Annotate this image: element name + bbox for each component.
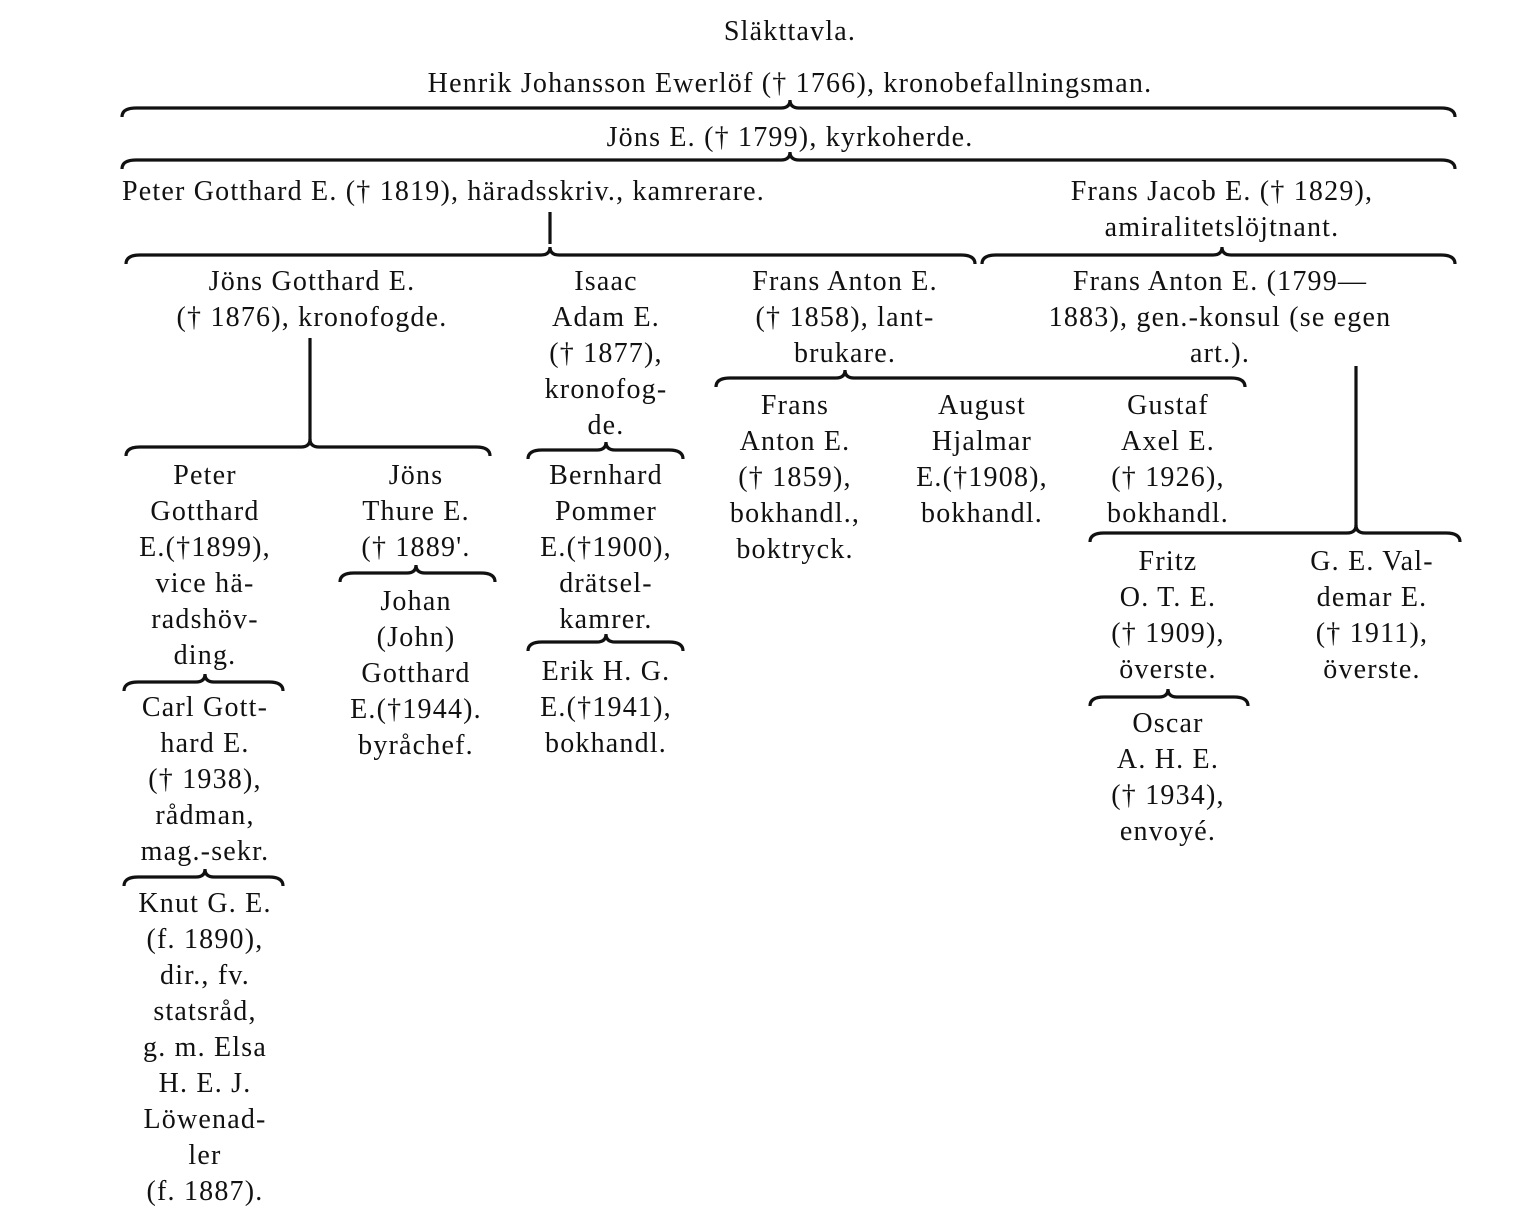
- person-henrik: [428, 66, 1153, 102]
- text-line: Hjalmar: [931, 426, 1033, 457]
- person-carl-gotthard: [141, 690, 270, 870]
- text-line: bokhandl.,: [729, 498, 861, 529]
- text-line: g. m. Elsa: [142, 1032, 267, 1063]
- person-gustaf-axel: [1107, 388, 1229, 532]
- text-line: amiralitetslöjtnant.: [1104, 212, 1340, 243]
- text-line: vice hä-: [155, 568, 255, 599]
- text-line: ler: [188, 1140, 222, 1171]
- person-knut-ge: [138, 886, 271, 1210]
- text-line: byråchef.: [358, 730, 474, 761]
- text-line: brukare.: [793, 338, 897, 369]
- text-line: Peter Gotthard E. († 1819), häradsskriv., kamrerare.: [122, 176, 765, 207]
- text-line: överste.: [1323, 654, 1421, 685]
- text-line: (John): [376, 622, 456, 653]
- text-line: E.(†1944).: [350, 694, 482, 725]
- text-line: († 1934),: [1111, 780, 1225, 811]
- text-line: Bernhard: [549, 460, 663, 491]
- text-line: Jöns E. († 1799), kyrkoherde.: [606, 122, 974, 153]
- text-line: kamrer.: [559, 604, 653, 635]
- text-line: Carl Gott-: [141, 692, 269, 723]
- text-line: (f. 1890),: [146, 924, 264, 955]
- person-erik-hg: [540, 654, 672, 762]
- brace-connector: [126, 247, 975, 264]
- text-line: († 1911),: [1315, 618, 1429, 649]
- text-line: rådman,: [155, 800, 255, 831]
- text-line: Adam E.: [552, 302, 660, 333]
- text-line: Peter: [173, 460, 237, 491]
- text-line: († 1889'.: [361, 532, 471, 563]
- person-jons-gotthard: [177, 264, 448, 336]
- brace-connector: [528, 442, 683, 459]
- text-line: Gotthard: [150, 496, 260, 527]
- brace-connector: [1090, 689, 1248, 706]
- text-line: Jöns: [388, 460, 444, 491]
- text-line: kronofog-: [544, 374, 668, 405]
- text-line: († 1859),: [738, 462, 852, 493]
- text-line: Pommer: [554, 496, 658, 527]
- person-frans-anton-1883: [1049, 264, 1392, 372]
- person-bernhard-pommer: [540, 458, 672, 638]
- text-line: Frans Anton E.: [752, 266, 938, 297]
- person-jons: [607, 120, 974, 156]
- person-isaac-adam: [545, 264, 668, 444]
- text-line: († 1876), kronofogde.: [176, 302, 448, 333]
- text-line: boktryck.: [736, 534, 854, 565]
- text-line: 1883), gen.-konsul (se egen: [1048, 302, 1392, 333]
- person-frans-anton-1859: [730, 388, 860, 568]
- text-line: Gotthard: [361, 658, 471, 689]
- text-line: Jöns Gotthard E.: [208, 266, 416, 297]
- text-line: Erik H. G.: [541, 656, 671, 687]
- text-line: E.(†1900),: [540, 532, 672, 563]
- text-line: August: [937, 390, 1027, 421]
- person-johan-john: [350, 584, 482, 764]
- text-line: Oscar: [1132, 708, 1204, 739]
- text-line: art.).: [1189, 338, 1251, 369]
- person-jons-thure: [361, 458, 470, 566]
- person-august-hjalmar: [916, 388, 1048, 532]
- text-line: hard E.: [160, 728, 250, 759]
- text-line: bokhandl.: [1106, 498, 1230, 529]
- text-line: Axel E.: [1121, 426, 1215, 457]
- person-peter-gotthard-1819: [122, 174, 765, 210]
- text-line: Frans: [760, 390, 830, 421]
- text-line: Isaac: [574, 266, 638, 297]
- text-line: Thure E.: [362, 496, 470, 527]
- text-line: ding.: [173, 640, 237, 671]
- text-line: Henrik Johansson Ewerlöf († 1766), kronobefallningsman.: [427, 68, 1153, 99]
- page-title: [724, 14, 856, 50]
- text-line: dir., fv.: [160, 960, 250, 991]
- text-line: (f. 1887).: [146, 1176, 264, 1207]
- text-line: radshöv-: [151, 604, 259, 635]
- text-line: Löwenad-: [143, 1104, 267, 1135]
- text-line: demar E.: [1316, 582, 1428, 613]
- text-line: Gustaf: [1127, 390, 1209, 421]
- text-line: Johan: [380, 586, 452, 617]
- text-line: drätsel-: [559, 568, 653, 599]
- text-line: de.: [587, 410, 625, 441]
- brace-connector: [124, 674, 283, 691]
- text-line: († 1877),: [549, 338, 663, 369]
- text-line: statsråd,: [153, 996, 257, 1027]
- person-frans-anton-1858: [752, 264, 938, 372]
- text-line: († 1926),: [1111, 462, 1225, 493]
- brace-connector: [340, 565, 495, 582]
- brace-connector: [126, 439, 490, 456]
- text-line: H. E. J.: [158, 1068, 252, 1099]
- brace-connector: [122, 100, 1455, 117]
- text-line: mag.-sekr.: [140, 836, 270, 867]
- text-line: († 1938),: [148, 764, 262, 795]
- text-line: Fritz: [1138, 546, 1198, 577]
- person-oscar-ahe: [1111, 706, 1224, 850]
- text-line: E.(†1941),: [540, 692, 672, 723]
- text-line: envoyé.: [1119, 816, 1217, 847]
- text-line: Frans Anton E. (1799—: [1072, 266, 1368, 297]
- text-line: Anton E.: [739, 426, 851, 457]
- person-ge-valdemar: [1310, 544, 1433, 688]
- brace-connector: [982, 247, 1455, 264]
- brace-connector: [716, 370, 1245, 387]
- text-line: Knut G. E.: [138, 888, 272, 919]
- text-line: E.(†1908),: [916, 462, 1048, 493]
- text-line: († 1909),: [1111, 618, 1225, 649]
- text-line: († 1858), lant-: [755, 302, 935, 333]
- text-line: E.(†1899),: [139, 532, 271, 563]
- text-line: bokhandl.: [544, 728, 668, 759]
- person-fritz-ote: [1111, 544, 1224, 688]
- text-line: Släkttavla.: [723, 16, 857, 47]
- brace-connector: [124, 869, 283, 886]
- text-line: A. H. E.: [1116, 744, 1220, 775]
- person-peter-gotthard-1899: [139, 458, 271, 674]
- person-frans-jacob: [1071, 174, 1374, 246]
- text-line: Frans Jacob E. († 1829),: [1070, 176, 1374, 207]
- text-line: överste.: [1119, 654, 1217, 685]
- text-line: O. T. E.: [1119, 582, 1217, 613]
- text-line: bokhandl.: [920, 498, 1044, 529]
- text-line: G. E. Val-: [1310, 546, 1434, 577]
